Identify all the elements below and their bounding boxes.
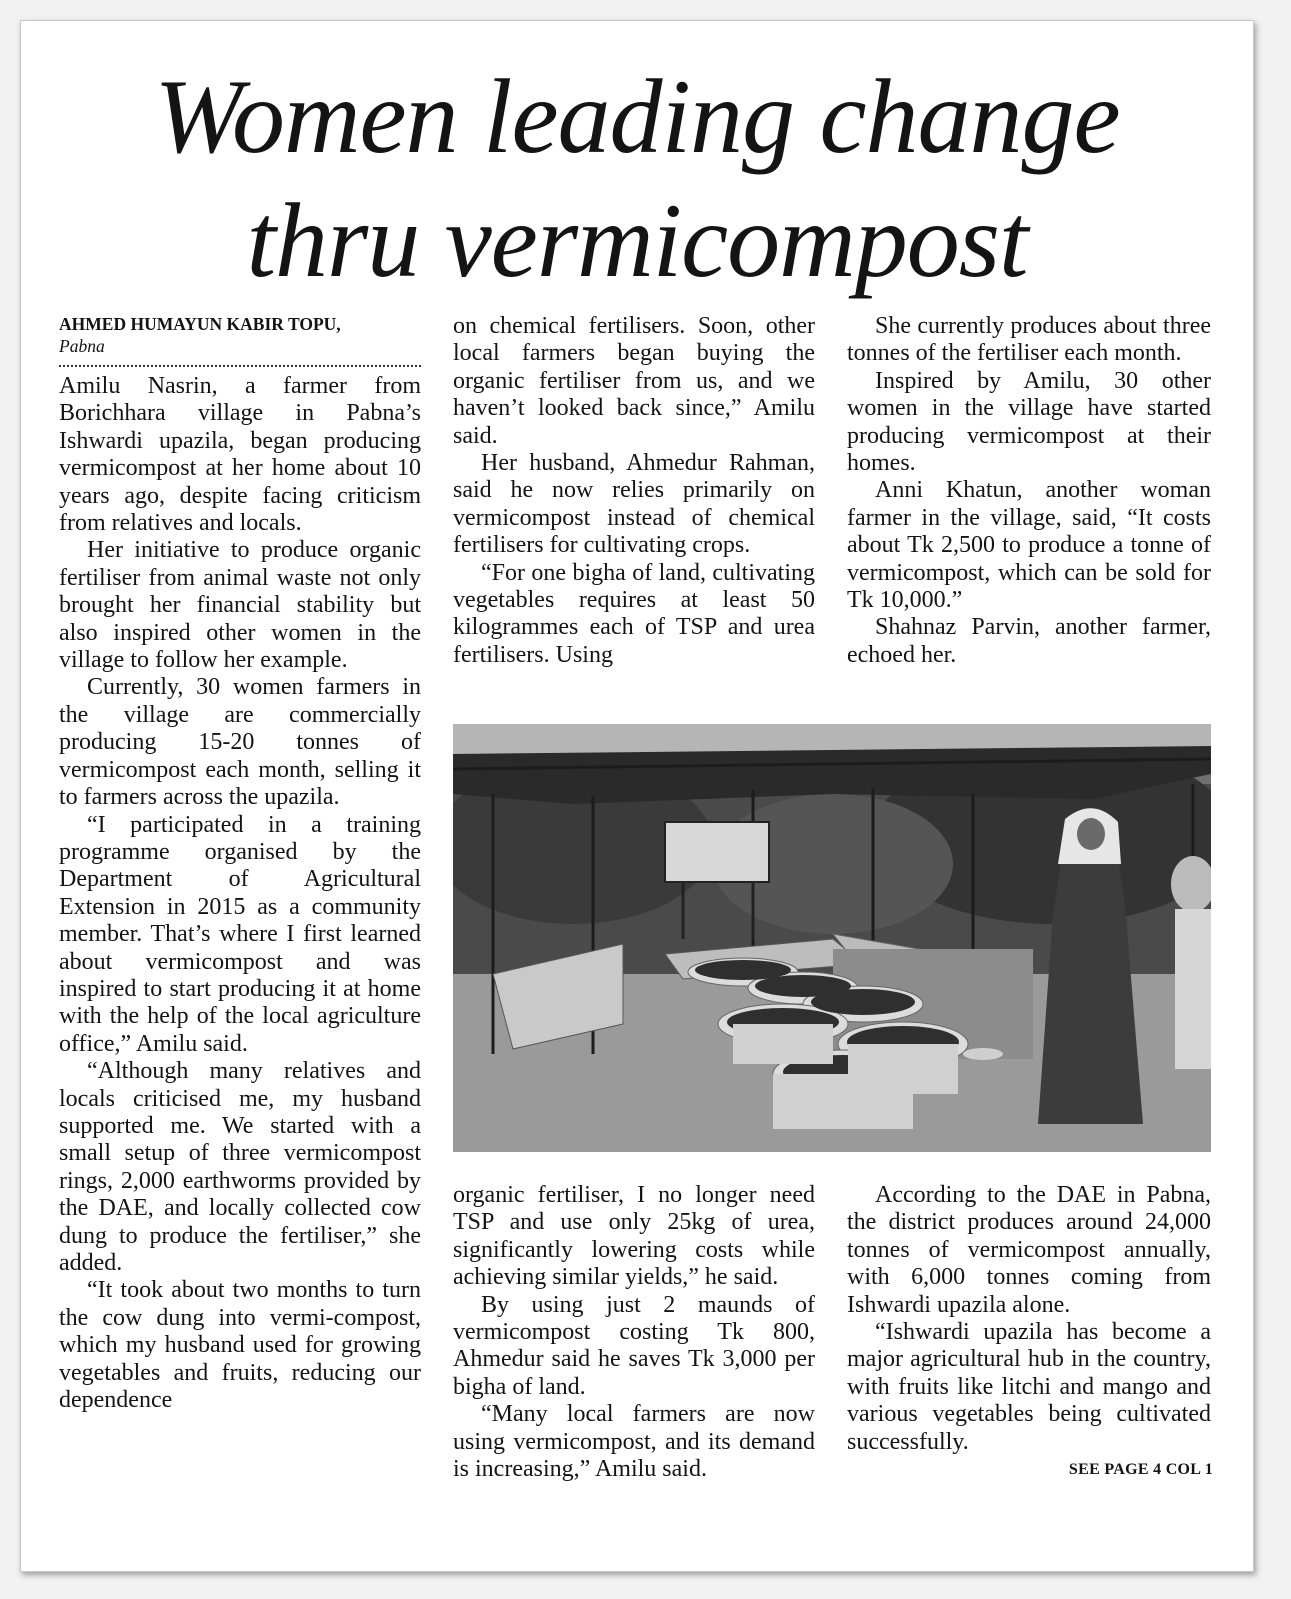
paragraph: Currently, 30 women farmers in the village are commercially producing 15-20 tonnes of vermicompost each month, selling it to farmers across the upazila. (59, 674, 421, 811)
paragraph: “Ishwardi upazila has become a major agricultural hub in the country, with fruits like litchi and mango and various vegetables being cultivated successfully. (847, 1319, 1211, 1455)
column-2-top (453, 313, 815, 669)
paragraph: According to the DAE in Pabna, the district produces around 24,000 tonnes of vermicompost annually, with 6,000 tonnes coming from Ishwardi upazila alone. (847, 1182, 1211, 1318)
column-1 (59, 313, 421, 1414)
paragraph: on chemical fertilisers. Soon, other local farmers began buying the organic fertiliser from us, and we haven’t looked back since,” Amilu said. (453, 313, 815, 449)
paragraph: Her initiative to produce organic fertiliser from animal waste not only brought her financial stability but also inspired other women in the village to follow her example. (59, 537, 421, 674)
column-3-top (847, 313, 1211, 669)
headline (21, 55, 1253, 303)
paragraph: By using just 2 maunds of vermicompost costing Tk 800, Ahmedur said he saves Tk 3,000 per bigha of land. (453, 1291, 815, 1400)
paragraph: organic fertiliser, I no longer need TSP and use only 25kg of urea, significantly lowering costs while achieving similar yields,” he said. (453, 1182, 815, 1291)
paragraph: Anni Khatun, another woman farmer in the village, said, “It costs about Tk 2,500 to produce a tonne of vermicompost, which can be sold for Tk 10,000.” (847, 477, 1211, 614)
continuation-jump-line: SEE PAGE 4 COL 1 (1068, 1461, 1213, 1478)
byline-location: Pabna (59, 336, 105, 356)
news-clipping (20, 20, 1254, 1572)
paragraph: “It took about two months to turn the cow dung into vermi-compost, which my husband used for growing vegetables and fruits, reducing our dependence (59, 1277, 421, 1414)
paragraph: Her husband, Ahmedur Rahman, said he now relies primarily on vermicompost instead of chemical fertilisers for cultivating crops. (453, 450, 815, 559)
paragraph: Amilu Nasrin, a farmer from Borichhara village in Pabna’s Ishwardi upazila, began producing vermicompost at her home about 10 years ago, despite facing criticism from relatives and locals. (59, 373, 421, 537)
paragraph: “Many local farmers are now using vermicompost, and its demand is increasing,” Amilu said. (453, 1401, 815, 1483)
byline-divider (59, 365, 421, 367)
headline-line-2: thru vermicompost (246, 182, 1028, 299)
vermicompost-shed-photo (453, 724, 1211, 1152)
photo-illustration (453, 724, 1211, 1152)
column-3-bottom (847, 1182, 1211, 1456)
paragraph: Shahnaz Parvin, another farmer, echoed her. (847, 614, 1211, 668)
paragraph: “For one bigha of land, cultivating vegetables requires at least 50 kilogrammes each of TSP and urea fertilisers. Using (453, 559, 815, 668)
paragraph: Inspired by Amilu, 30 other women in the village have started producing vermicompost at their homes. (847, 367, 1211, 477)
column-2-bottom (453, 1182, 815, 1483)
paragraph: She currently produces about three tonnes of the fertiliser each month. (847, 313, 1211, 367)
paragraph: “I participated in a training programme organised by the Department of Agricultural Extension in 2015 as a community member. That’s where I first learned about vermicompost and was inspired to start producing it at home with the help of the local agriculture office,” Amilu said. (59, 811, 421, 1057)
byline-author: AHMED HUMAYUN KABIR TOPU, (59, 314, 341, 334)
headline-line-1: Women leading change (154, 58, 1120, 175)
paragraph: “Although many relatives and locals criticised me, my husband supported me. We started with a small setup of three vermicompost rings, 2,000 earthworms provided by the DAE, and locally collected cow dung to produce the fertiliser,” she added. (59, 1058, 421, 1276)
